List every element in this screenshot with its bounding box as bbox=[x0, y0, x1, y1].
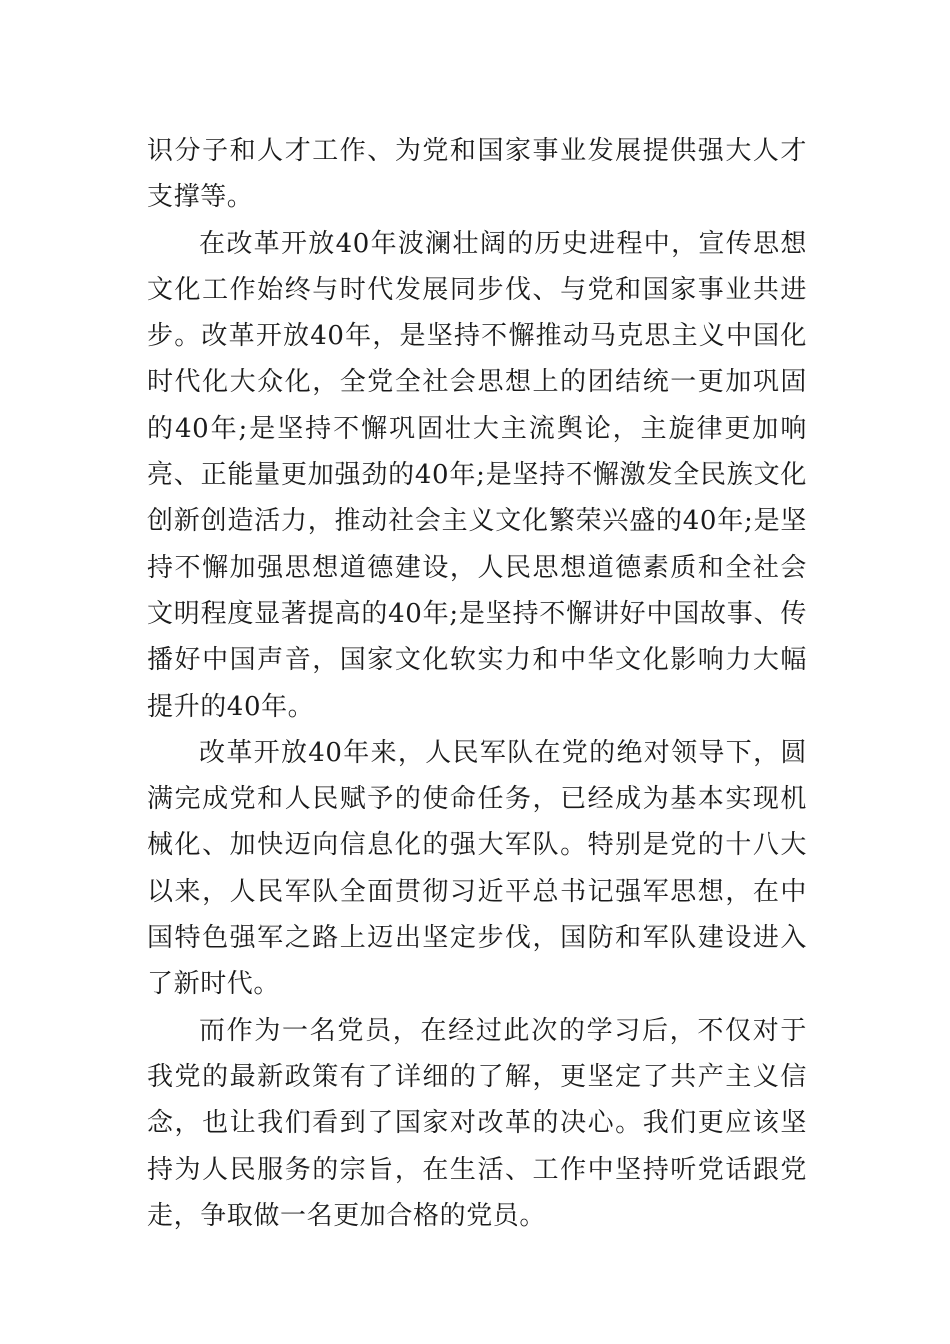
paragraph-party-member: 而作为一名党员，在经过此次的学习后，不仅对于我党的最新政策有了详细的了解，更坚定了共产主义信念，也让我们看到了国家对改革的决心。我们更应该坚持为人民服务的宗旨，在生活、工作中坚持听党话跟党走，争取做一名更加合格的党员。 bbox=[147, 1015, 807, 1231]
paragraph-people-army: 改革开放40年来，人民军队在党的绝对领导下，圆满完成党和人民赋予的使命任务，已经成为基本实现机械化、加快迈向信息化的强大军队。特别是党的十八大以来，人民军队全面贯彻习近平总书记强军思想，在中国特色强军之路上迈出坚定步伐，国防和军队建设进入了新时代。 bbox=[147, 737, 807, 1000]
paragraph-continuation: 识分子和人才工作、为党和国家事业发展提供强大人才支撑等。 bbox=[147, 136, 807, 213]
paragraph-propaganda-culture: 在改革开放40年波澜壮阔的历史进程中，宣传思想文化工作始终与时代发展同步伐、与党和国家事业共进步。改革开放40年，是坚持不懈推动马克思主义中国化时代化大众化，全党全社会思想上的团结统一更加巩固的40年;是坚持不懈巩固壮大主流舆论，主旋律更加响亮、正能量更加强劲的40年;是坚持不懈激发全民族文化创新创造活力，推动社会主义文化繁荣兴盛的40年;是坚持不懈加强思想道德建设，人民思想道德素质和全社会文明程度显著提高的40年;是坚持不懈讲好中国故事、传播好中国声音，国家文化软实力和中华文化影响力大幅提升的40年。 bbox=[147, 228, 807, 722]
document-body bbox=[147, 128, 807, 1239]
